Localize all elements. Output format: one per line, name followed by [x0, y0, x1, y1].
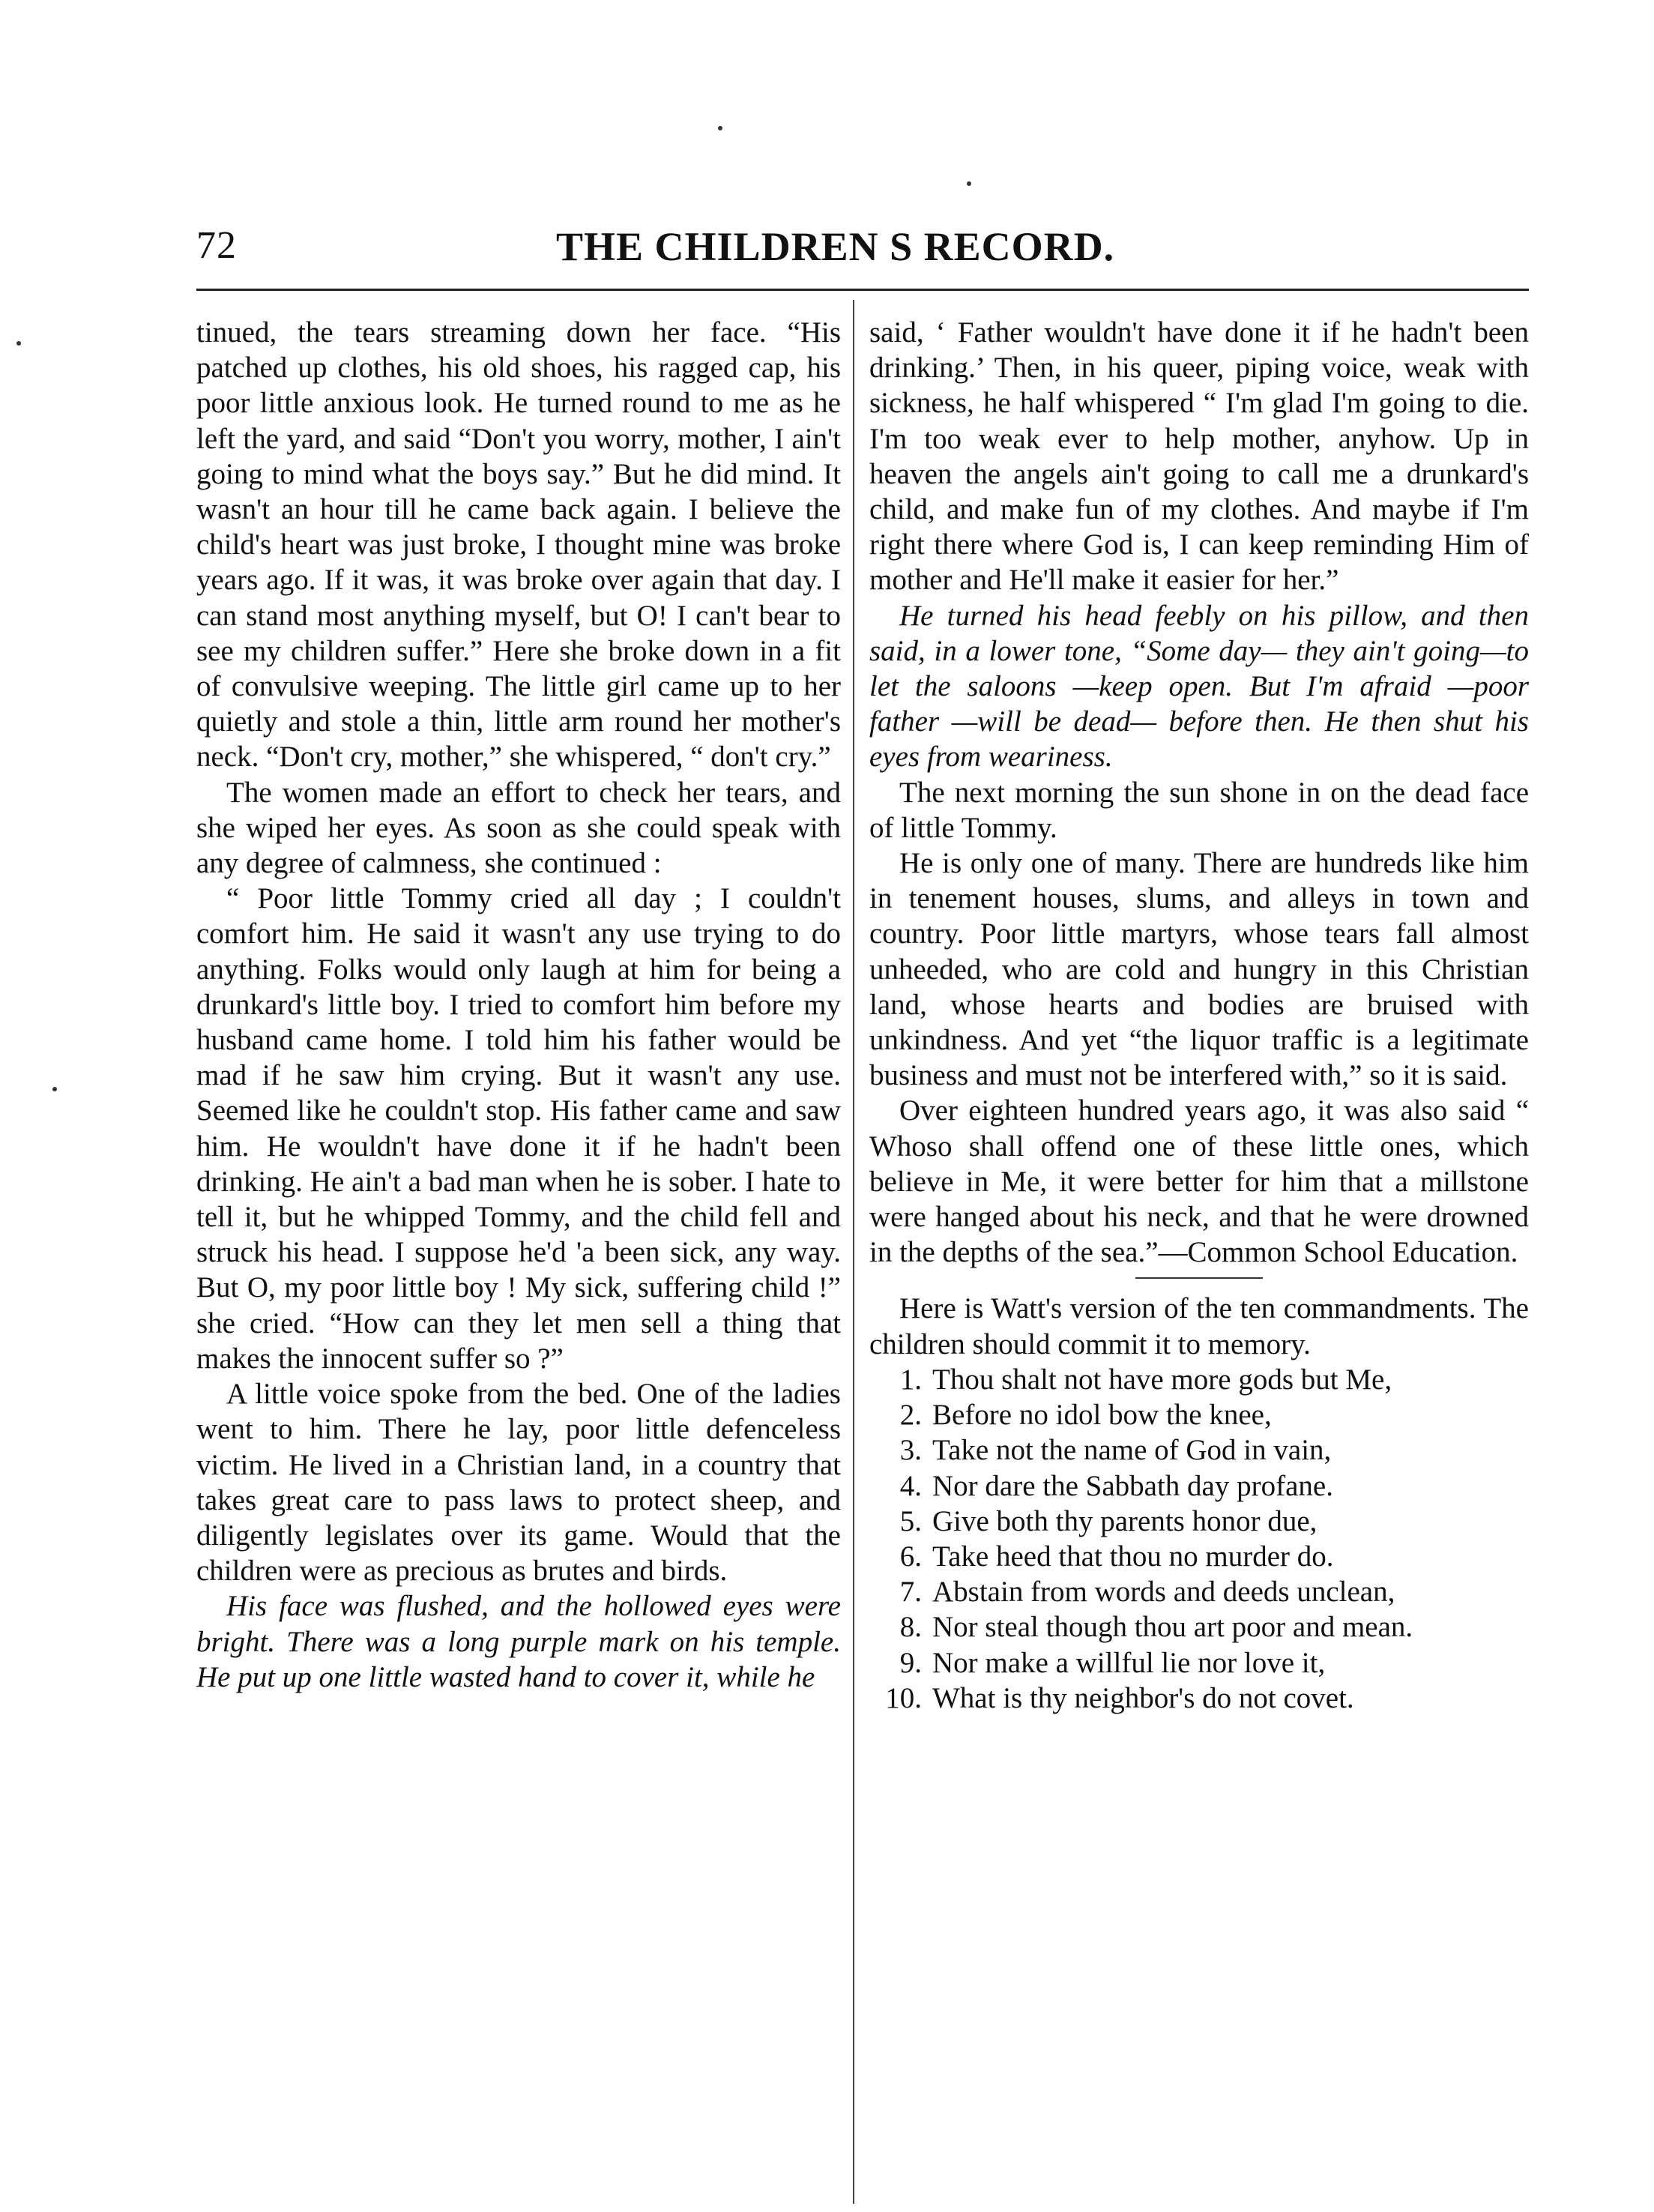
list-text: Nor dare the Sabbath day profane. [932, 1469, 1333, 1502]
commandments-list [869, 1362, 1529, 1716]
section-divider [1135, 1277, 1263, 1279]
list-number: 7. [899, 1576, 922, 1609]
header-rule [196, 289, 1529, 291]
list-number: 5. [899, 1504, 922, 1537]
paragraph: The next morning the sun shone in on the dead face of little Tommy. [869, 776, 1529, 844]
paragraph: “ Poor little Tommy cried all day ; I couldn't comfort him. He said it wasn't any use trying to do anything. Folks would only laugh at him for being a drunkard's little boy. I tried to comfort him before my husband came home. I told him his father would be mad if he saw him crying. But it wasn't any use. Seemed like he couldn't stop. His father came and saw him. He wouldn't have done it if he hadn't been drinking. He ain't a bad man when he is sober. I hate to tell it, but he whipped Tommy, and the child fell and struck his head. I suppose he'd 'a been sick, any way. But O, my poor little boy ! My sick, suffering child !” she cried. “How can they let men sell a thing that makes the innocent suffer so ?” [196, 882, 841, 1375]
list-item [869, 1362, 1529, 1397]
list-text: Nor steal though thou art poor and mean. [932, 1611, 1413, 1644]
paragraph: tinued, the tears streaming down her face. “His patched up clothes, his old shoes, his ragged cap, his poor little anxious look. He turned round to me as he left the yard, and said “Don't you worry, mother, I ain't going to mind what the boys say.” But he did mind. It wasn't an hour till he came back again. I believe the child's heart was just broke, I thought mine was broke years ago. If it was, it was broke over again that day. I can stand most anything myself, but O! I can't bear to see my children suffer.” Here she broke down in a fit of convulsive weeping. The little girl came up to her quietly and stole a thin, little arm round her mother's neck. “Don't cry, mother,” she whispered, “ don't cry.” [196, 316, 841, 774]
paragraph: The women made an effort to check her tears, and she wiped her eyes. As soon as she could speak with any degree of calmness, she continued : [196, 776, 841, 880]
print-speck [718, 126, 722, 130]
list-number: 2. [899, 1399, 922, 1432]
paragraph: said, ‘ Father wouldn't have done it if he hadn't been drinking.’ Then, in his queer, piping voice, weak with sickness, he half whispered “ I'm glad I'm going to die. I'm too weak ever to help mother, anyhow. Up in heaven the angels ain't going to call me a drunkard's child, and make fun of my clothes. And maybe if I'm right there where God is, I can keep reminding Him of mother and He'll make it easier for her.” [869, 316, 1529, 597]
list-number: 1. [899, 1363, 922, 1396]
page-number: 72 [196, 224, 237, 267]
list-item [869, 1574, 1529, 1609]
page-title: THE CHILDREN S RECORD. [556, 224, 1115, 269]
print-speck [967, 181, 971, 186]
paragraph: A little voice spoke from the bed. One of the ladies went to him. There he lay, poor little defenceless victim. He lived in a Christian land, in a country that takes great care to pass laws to protect sheep, and diligently legislates over its game. Would that the children were as precious as brutes and birds. [196, 1378, 841, 1588]
list-number: 3. [899, 1434, 922, 1467]
list-text: Before no idol bow the knee, [932, 1399, 1272, 1432]
list-text: Thou shalt not have more gods but Me, [932, 1363, 1392, 1396]
left-column [196, 315, 841, 1695]
list-text: Abstain from words and deeds unclean, [932, 1576, 1395, 1609]
list-number: 10. [885, 1681, 922, 1714]
list-item [869, 1609, 1529, 1645]
list-item [869, 1645, 1529, 1681]
list-item [869, 1539, 1529, 1574]
list-number: 8. [899, 1611, 922, 1644]
column-divider [853, 300, 854, 2204]
list-text: Take not the name of God in vain, [932, 1434, 1332, 1467]
list-number: 4. [899, 1469, 922, 1502]
list-number: 6. [899, 1540, 922, 1573]
list-text: Give both thy parents honor due, [932, 1504, 1318, 1537]
list-item [869, 1468, 1529, 1504]
paragraph: Over eighteen hundred years ago, it was also said “ Whoso shall offend one of these little ones, which believe in Me, it were better for him that a millstone were hanged about his neck, and that he were drowned in the depths of the sea.”—Common School Education. [869, 1094, 1529, 1269]
right-column [869, 315, 1529, 1716]
list-item [869, 1504, 1529, 1539]
list-item [869, 1397, 1529, 1432]
watts-intro: Here is Watt's version of the ten commandments. The children should commit it to memory. [869, 1292, 1529, 1360]
print-speck [52, 1087, 57, 1091]
list-item [869, 1432, 1529, 1468]
paragraph: He is only one of many. There are hundreds like him in tenement houses, slums, and alleys in town and country. Poor little martyrs, whose tears fall almost unheeded, who are cold and hungry in this Christian land, whose hearts and bodies are bruised with unkindness. And yet “the liquor traffic is a legitimate business and must not be interfered with,” so it is said. [869, 847, 1529, 1092]
list-number: 9. [899, 1646, 922, 1679]
list-text: What is thy neighbor's do not covet. [932, 1681, 1354, 1714]
list-text: Nor make a willful lie nor love it, [932, 1646, 1326, 1679]
list-text: Take heed that thou no murder do. [932, 1540, 1334, 1573]
print-speck [16, 341, 21, 346]
paragraph: He turned his head feebly on his pillow, and then said, in a lower tone, “Some day— they ain't going—to let the saloons —keep open. But I'm afraid —poor father —will be dead— before then. He then shut his eyes from weariness. [869, 599, 1529, 774]
paragraph: His face was flushed, and the hollowed eyes were bright. There was a long purple mark on his temple. He put up one little wasted hand to cover it, while he [196, 1590, 841, 1693]
list-item [869, 1681, 1529, 1716]
